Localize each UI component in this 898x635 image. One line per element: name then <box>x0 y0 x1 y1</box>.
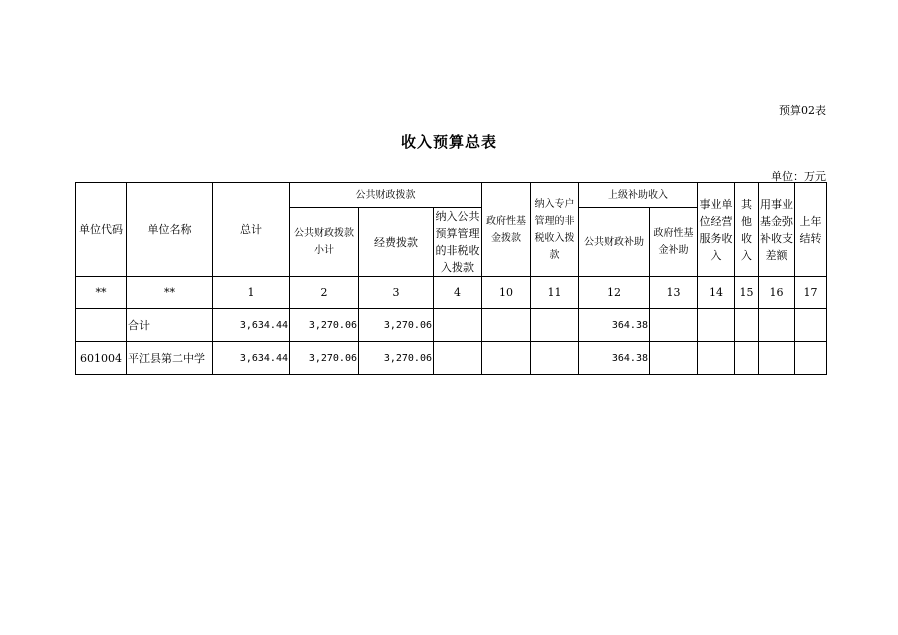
index-cell: 13 <box>650 277 698 309</box>
cell-total: 3,634.44 <box>213 309 290 342</box>
header-superior-public-finance: 公共财政补助 <box>579 208 650 277</box>
index-cell: 2 <box>290 277 359 309</box>
cell-fund-offset <box>759 342 795 375</box>
cell-name: 合计 <box>127 309 213 342</box>
cell-total: 3,634.44 <box>213 342 290 375</box>
header-business-fund-offset: 用事业基金弥补收支差额 <box>759 183 795 277</box>
cell-business <box>698 309 735 342</box>
header-special-non-tax: 纳入专户管理的非税收入拨款 <box>531 183 579 277</box>
cell-special <box>531 309 579 342</box>
table-row <box>76 342 827 375</box>
index-cell: 15 <box>735 277 759 309</box>
cell-non-tax <box>434 309 482 342</box>
table-row-total <box>76 309 827 342</box>
cell-operating: 3,270.06 <box>359 342 434 375</box>
index-cell: 16 <box>759 277 795 309</box>
cell-operating: 3,270.06 <box>359 309 434 342</box>
header-public-finance: 公共财政拨款 <box>290 183 482 208</box>
index-cell: 14 <box>698 277 735 309</box>
cell-non-tax <box>434 342 482 375</box>
header-other-income: 其他收入 <box>735 183 759 277</box>
header-superior-gov-fund: 政府性基金补助 <box>650 208 698 277</box>
unit-label: 单位：万元 <box>771 170 826 183</box>
index-cell: ** <box>127 277 213 309</box>
header-unit-code: 单位代码 <box>76 183 127 277</box>
cell-other <box>735 342 759 375</box>
cell-special <box>531 342 579 375</box>
cell-business <box>698 342 735 375</box>
cell-gov-fund <box>482 309 531 342</box>
index-cell: 17 <box>795 277 827 309</box>
cell-sup-pf: 364.38 <box>579 342 650 375</box>
cell-other <box>735 309 759 342</box>
header-unit-name: 单位名称 <box>127 183 213 277</box>
header-superior-subsidy: 上级补助收入 <box>579 183 698 208</box>
index-cell: 1 <box>213 277 290 309</box>
column-index-row <box>76 277 827 309</box>
page-title: 收入预算总表 <box>400 133 497 151</box>
cell-fund-offset <box>759 309 795 342</box>
header-public-finance-subtotal: 公共财政拨款小计 <box>290 208 359 277</box>
header-business-income: 事业单位经营服务收入 <box>698 183 735 277</box>
index-cell: 3 <box>359 277 434 309</box>
cell-pf-subtotal: 3,270.06 <box>290 342 359 375</box>
cell-carryover <box>795 309 827 342</box>
cell-sup-gov <box>650 309 698 342</box>
index-cell: 12 <box>579 277 650 309</box>
header-gov-fund: 政府性基金拨款 <box>482 183 531 277</box>
cell-sup-gov <box>650 342 698 375</box>
cell-pf-subtotal: 3,270.06 <box>290 309 359 342</box>
header-non-tax-income: 纳入公共预算管理的非税收入拨款 <box>434 208 482 277</box>
income-budget-table <box>75 182 827 375</box>
cell-name: 平江县第二中学 <box>127 342 213 375</box>
header-total: 总计 <box>213 183 290 277</box>
index-cell: 10 <box>482 277 531 309</box>
header-operating-funds: 经费拨款 <box>359 208 434 277</box>
cell-sup-pf: 364.38 <box>579 309 650 342</box>
header-prior-year-carryover: 上年结转 <box>795 183 827 277</box>
cell-code <box>76 309 127 342</box>
cell-gov-fund <box>482 342 531 375</box>
index-cell: ** <box>76 277 127 309</box>
cell-carryover <box>795 342 827 375</box>
index-cell: 4 <box>434 277 482 309</box>
cell-code: 601004 <box>76 342 127 375</box>
form-number: 预算02表 <box>779 104 826 117</box>
index-cell: 11 <box>531 277 579 309</box>
